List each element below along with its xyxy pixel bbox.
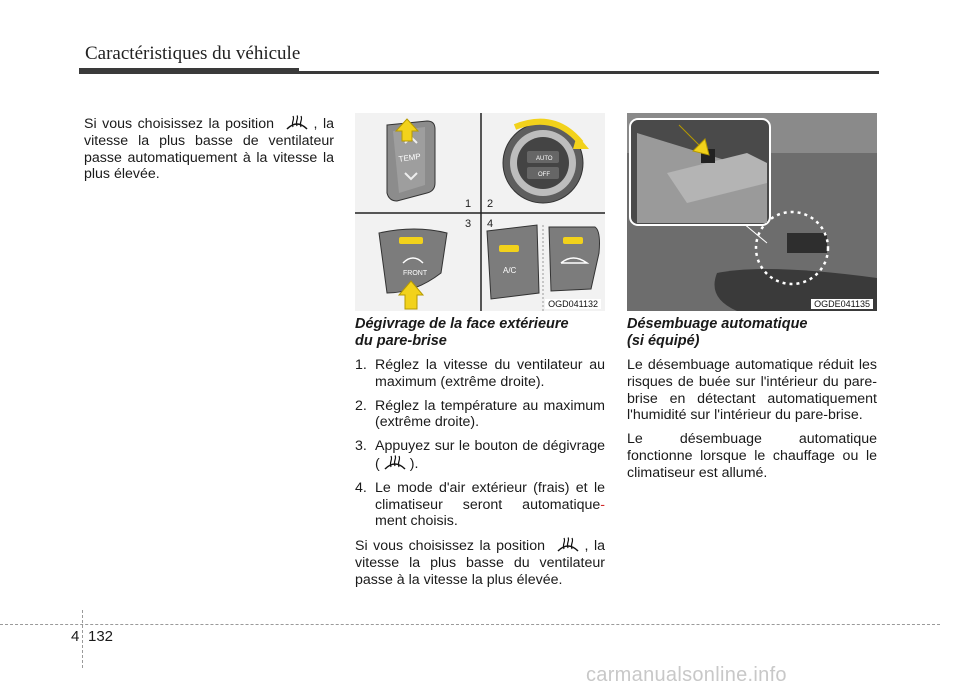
auto-defog-title-line2: (si équipé)	[627, 333, 700, 349]
defrost-title-line1: Dégivrage de la face extérieure	[355, 316, 569, 332]
defrost-step	[355, 480, 605, 530]
front-defrost-icon	[555, 537, 581, 553]
step-text: Réglez la vitesse du ventilateur au maximum (extrême droite).	[375, 357, 605, 390]
auto-label: AUTO	[536, 156, 553, 162]
closing-text-before: Si vous choisissez la position	[355, 538, 545, 555]
footer-vertical-dashed-rule	[82, 610, 83, 668]
defrost-step	[355, 357, 605, 391]
auto-defog-paragraph-1: Le désembuage automatique réduit les risques de buée sur l'intérieur du pare-brise en détectant automatiquement l'humidité sur l'intérieur du pare-brise.	[627, 357, 877, 424]
figure-right-caption: OGDE041135	[811, 299, 873, 309]
defrost-title-line2: du pare-brise	[355, 333, 447, 349]
auto-defog-section-title	[627, 316, 877, 350]
step-number: 2.	[355, 397, 367, 414]
quadrant-label-1: 1	[465, 198, 472, 210]
defrost-steps	[355, 357, 605, 530]
step-text-after: ).	[409, 455, 419, 472]
control-panel-illustration	[355, 113, 605, 311]
step-text-before: Appuyez sur le bouton de dégivrage (	[375, 438, 605, 472]
defrost-section	[355, 316, 605, 596]
step-text: Le mode d'air extérieur (frais) et le climatiseur seront automatique	[375, 479, 605, 513]
watermark: carmanualsonline.info	[586, 664, 787, 686]
quadrant-label-2: 2	[487, 198, 494, 210]
step-number: 4.	[355, 479, 367, 496]
defrost-step	[355, 398, 605, 432]
figure-left-caption: OGD041132	[545, 299, 601, 309]
footer-dashed-rule	[0, 624, 940, 625]
step-number: 1.	[355, 357, 367, 373]
off-label: OFF	[538, 172, 550, 178]
closing-text-after: , la vitesse la plus basse du ventilateur passe à la vitesse la plus élevée.	[355, 538, 605, 588]
page-number: 132	[88, 628, 114, 645]
step-number: 3.	[355, 438, 367, 455]
quadrant-label-3: 3	[465, 218, 472, 230]
intro-paragraph	[84, 115, 334, 183]
humidity-sensor-figure	[627, 113, 877, 311]
front-label: FRONT	[403, 270, 428, 277]
step-text-end: ment choisis.	[375, 513, 458, 530]
step-hyphen: -	[600, 496, 605, 513]
page-header-title: Caractéristiques du véhicule	[85, 43, 301, 64]
front-defrost-icon	[382, 455, 408, 471]
front-defrost-icon	[284, 115, 310, 131]
quadrant-label-4: 4	[487, 218, 494, 230]
intro-text-after: , la vitesse la plus basse de ventilateur passe automatiquement à la vitesse la plus élevée.	[84, 116, 334, 183]
defrost-step	[355, 438, 605, 473]
control-panel-figure	[355, 113, 605, 311]
intro-text-before: Si vous choisissez la position	[84, 116, 274, 132]
auto-defog-title-line1: Désembuage automatique	[627, 316, 808, 332]
step-text: Réglez la température au maximum (extrême droite).	[375, 397, 605, 431]
defrost-section-title	[355, 316, 605, 350]
auto-defog-section	[627, 316, 877, 489]
ac-label: A/C	[503, 266, 517, 275]
chapter-number: 4	[71, 628, 80, 645]
header-rule	[79, 71, 879, 74]
temp-label: TEMP	[398, 151, 422, 164]
humidity-sensor-illustration	[627, 113, 877, 311]
defrost-closing-paragraph	[355, 537, 605, 588]
auto-defog-paragraph-2: Le désembuage automatique fonctionne lorsque le chauffage ou le climatiseur est allumé.	[627, 431, 877, 481]
